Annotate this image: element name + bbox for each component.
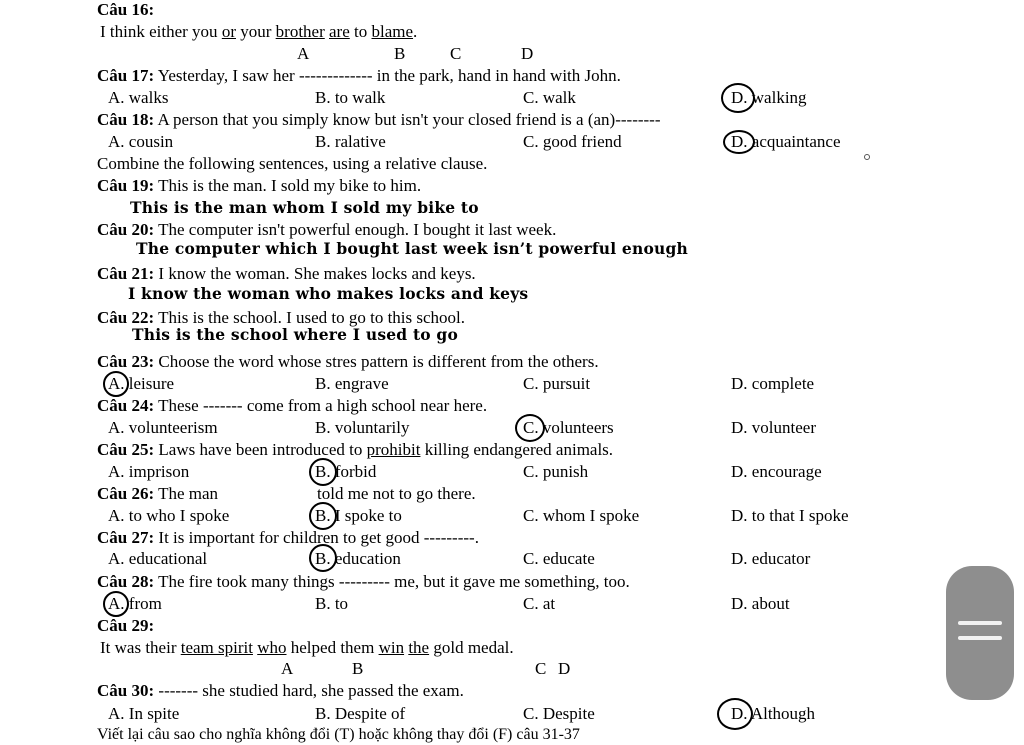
q27-answer-circle [309, 544, 337, 572]
q24-option-c: C. volunteers [523, 418, 614, 437]
q27-option-d: D. educator [731, 549, 811, 568]
q27-question: Câu 27: It is important for children to get good ---------. [97, 528, 479, 547]
q24-answer-circle [515, 414, 545, 442]
q23-option-a: A. leisure [108, 374, 175, 393]
q17-option-c: C. walk [523, 88, 576, 107]
q29-sentence: It was their team spirit who helped them win the gold medal. [100, 638, 514, 657]
q18-option-b: B. ralative [315, 132, 386, 151]
q17-option-b: B. to walk [315, 88, 386, 107]
q30-option-d: D. Although [731, 704, 816, 723]
q23-option-b: B. engrave [315, 374, 389, 393]
q25-option-c: C. punish [523, 462, 589, 481]
q17-question: Câu 17: Yesterday, I saw her ------------- in the park, hand in hand with John. [97, 66, 621, 85]
q18-option-d: D. acquaintance [731, 132, 841, 151]
q19-question: Câu 19: This is the man. I sold my bike to him. [97, 176, 422, 195]
grip-line-top [958, 621, 1002, 625]
q28-question: Câu 28: The fire took many things --------- me, but it gave me something, too. [97, 572, 630, 591]
q26-question-rest: told me not to go there. [317, 484, 476, 503]
instruction: Combine the following sentences, using a relative clause. [97, 154, 488, 173]
q30-option-b: B. Despite of [315, 704, 406, 723]
q27-option-a: A. educational [108, 549, 208, 568]
q19-answer: This is the man whom I sold my bike to [130, 198, 479, 217]
q29-letter-a: A [281, 659, 294, 678]
q23-answer-circle [103, 371, 129, 397]
q28-option-d: D. about [731, 594, 790, 613]
scroll-handle[interactable] [946, 566, 1014, 700]
q27-option-b: B. education [315, 549, 401, 568]
q23-option-d: D. complete [731, 374, 815, 393]
q25-question: Câu 25: Laws have been introduced to prohibit killing endangered animals. [97, 440, 614, 459]
q18-question: Câu 18: A person that you simply know but isn't your closed friend is a (an)-------- [97, 110, 661, 129]
q20-question: Câu 20: The computer isn't powerful enough. I bought it last week. [97, 220, 557, 239]
q17-option-d: D. walking [731, 88, 807, 107]
stray-dot [864, 154, 870, 160]
q29-letter-c: C [535, 659, 547, 678]
q25-answer-circle [309, 458, 337, 486]
q16-letter-a: A [297, 44, 310, 63]
q29-letter-d: D [558, 659, 571, 678]
q26-option-b: B. I spoke to [315, 506, 402, 525]
q29-title: Câu 29: [97, 616, 155, 635]
q27-option-c: C. educate [523, 549, 595, 568]
grip-line-bottom [958, 636, 1002, 640]
q30-option-c: C. Despite [523, 704, 595, 723]
q23-question: Câu 23: Choose the word whose stres pattern is different from the others. [97, 352, 599, 371]
q21-answer: I know the woman who makes locks and keys [128, 284, 529, 303]
q26-option-c: C. whom I spoke [523, 506, 640, 525]
q16-letter-b: B [394, 44, 406, 63]
q23-option-c: C. pursuit [523, 374, 591, 393]
q16-letter-d: D [521, 44, 534, 63]
q26-option-d: D. to that I spoke [731, 506, 849, 525]
q20-answer: The computer which I bought last week isn’t powerful enough [136, 239, 688, 258]
q25-option-d: D. encourage [731, 462, 822, 481]
q21-question: Câu 21: I know the woman. She makes locks and keys. [97, 264, 476, 283]
q25-option-a: A. imprison [108, 462, 190, 481]
q24-option-a: A. volunteerism [108, 418, 218, 437]
q17-option-a: A. walks [108, 88, 169, 107]
q22-answer: This is the school where I used to go [132, 325, 459, 344]
q25-option-b: B. forbid [315, 462, 377, 481]
q26-answer-circle [309, 502, 337, 530]
q30-question: Câu 30: ------- she studied hard, she passed the exam. [97, 681, 464, 700]
q16-sentence: I think either you or your brother are to blame. [100, 22, 418, 41]
q28-option-c: C. at [523, 594, 556, 613]
q16-title: Câu 16: [97, 0, 155, 19]
q24-option-b: B. voluntarily [315, 418, 410, 437]
q26-option-a: A. to who I spoke [108, 506, 230, 525]
q30-answer-circle [717, 698, 753, 730]
q17-answer-circle [721, 83, 755, 113]
q18-option-c: C. good friend [523, 132, 622, 151]
q28-option-a: A. from [108, 594, 162, 613]
q24-question: Câu 24: These ------- come from a high school near here. [97, 396, 488, 415]
q16-letter-c: C [450, 44, 462, 63]
q30-option-a: A. In spite [108, 704, 180, 723]
q18-option-a: A. cousin [108, 132, 174, 151]
cutoff-line: Viết lại câu sao cho nghĩa không đổi (T) hoặc không thay đổi (F) câu 31-37 [97, 726, 580, 743]
q24-option-d: D. volunteer [731, 418, 816, 437]
q29-letter-b: B [352, 659, 364, 678]
q28-answer-circle [103, 591, 129, 617]
q22-question: Câu 22: This is the school. I used to go to this school. [97, 308, 466, 327]
q26-question: Câu 26: The man [97, 484, 219, 503]
q18-answer-circle [723, 130, 755, 154]
q28-option-b: B. to [315, 594, 349, 613]
